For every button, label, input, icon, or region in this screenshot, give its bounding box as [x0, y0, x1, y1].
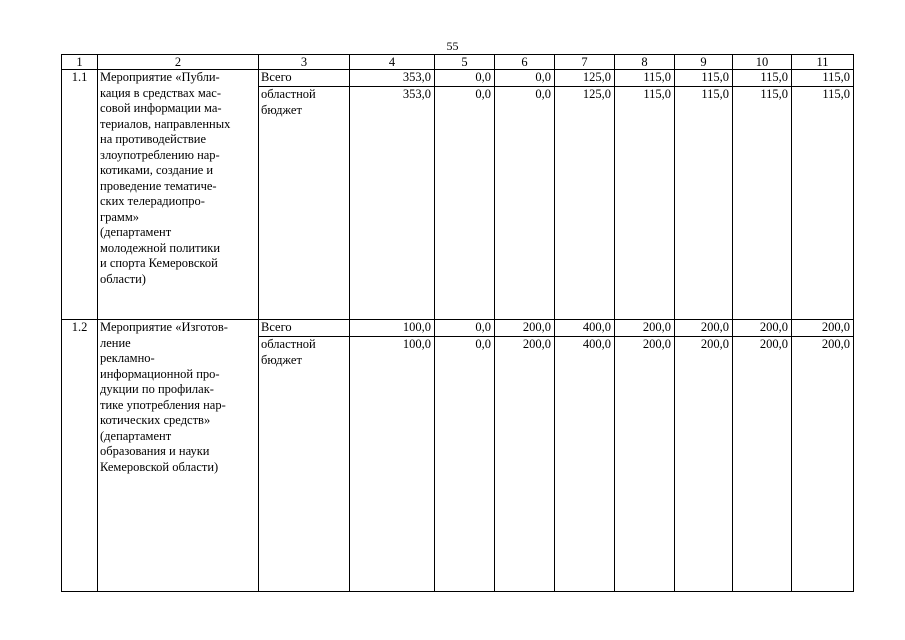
header-cell: 3	[259, 55, 350, 70]
funding-source: областной бюджет	[259, 87, 350, 320]
header-cell: 7	[555, 55, 615, 70]
page-number: 55	[446, 39, 459, 53]
row-index: 1.1	[62, 70, 98, 320]
funding-source: областной бюджет	[259, 337, 350, 592]
row-description: Мероприятие «Публи- кация в средствах мас- совой информации ма- териалов, направленных на противодействие злоупотреблению нар- котиками, создание и проведение тематиче- ских телерадиопро- грамм» (департамент молодежной политики и спорта Кемеровской области)	[98, 70, 259, 320]
budget-table	[61, 54, 854, 592]
value-cell: 125,0	[555, 70, 615, 87]
value-cell: 200,0	[675, 320, 733, 337]
value-cell: 0,0	[495, 70, 555, 87]
value-cell: 100,0	[350, 320, 435, 337]
value-cell: 115,0	[733, 70, 792, 87]
value-cell: 200,0	[615, 320, 675, 337]
value-cell: 0,0	[435, 320, 495, 337]
value-cell: 115,0	[733, 87, 792, 320]
value-cell: 115,0	[792, 70, 854, 87]
value-cell: 115,0	[675, 70, 733, 87]
value-cell: 115,0	[615, 87, 675, 320]
table-row	[62, 70, 854, 87]
value-cell: 200,0	[733, 337, 792, 592]
value-cell: 200,0	[615, 337, 675, 592]
value-cell: 400,0	[555, 337, 615, 592]
value-cell: 200,0	[792, 337, 854, 592]
row-index: 1.2	[62, 320, 98, 592]
funding-source: Всего	[259, 320, 350, 337]
value-cell: 400,0	[555, 320, 615, 337]
value-cell: 200,0	[495, 337, 555, 592]
header-cell: 5	[435, 55, 495, 70]
value-cell: 353,0	[350, 87, 435, 320]
row-description: Мероприятие «Изготов- ление рекламно- информационной про- дукции по профилак- тике употребления нар- котических средств» (департамент образования и науки Кемеровской области)	[98, 320, 259, 592]
header-cell: 2	[98, 55, 259, 70]
header-cell: 9	[675, 55, 733, 70]
header-cell: 1	[62, 55, 98, 70]
header-cell: 4	[350, 55, 435, 70]
funding-source: Всего	[259, 70, 350, 87]
header-cell: 8	[615, 55, 675, 70]
value-cell: 0,0	[435, 87, 495, 320]
value-cell: 100,0	[350, 337, 435, 592]
value-cell: 115,0	[615, 70, 675, 87]
value-cell: 200,0	[675, 337, 733, 592]
value-cell: 115,0	[792, 87, 854, 320]
header-cell: 11	[792, 55, 854, 70]
value-cell: 125,0	[555, 87, 615, 320]
value-cell: 200,0	[792, 320, 854, 337]
table-row	[62, 320, 854, 337]
value-cell: 200,0	[495, 320, 555, 337]
value-cell: 0,0	[495, 87, 555, 320]
value-cell: 115,0	[675, 87, 733, 320]
header-cell: 10	[733, 55, 792, 70]
value-cell: 0,0	[435, 337, 495, 592]
header-row	[62, 55, 854, 70]
value-cell: 353,0	[350, 70, 435, 87]
value-cell: 200,0	[733, 320, 792, 337]
header-cell: 6	[495, 55, 555, 70]
value-cell: 0,0	[435, 70, 495, 87]
